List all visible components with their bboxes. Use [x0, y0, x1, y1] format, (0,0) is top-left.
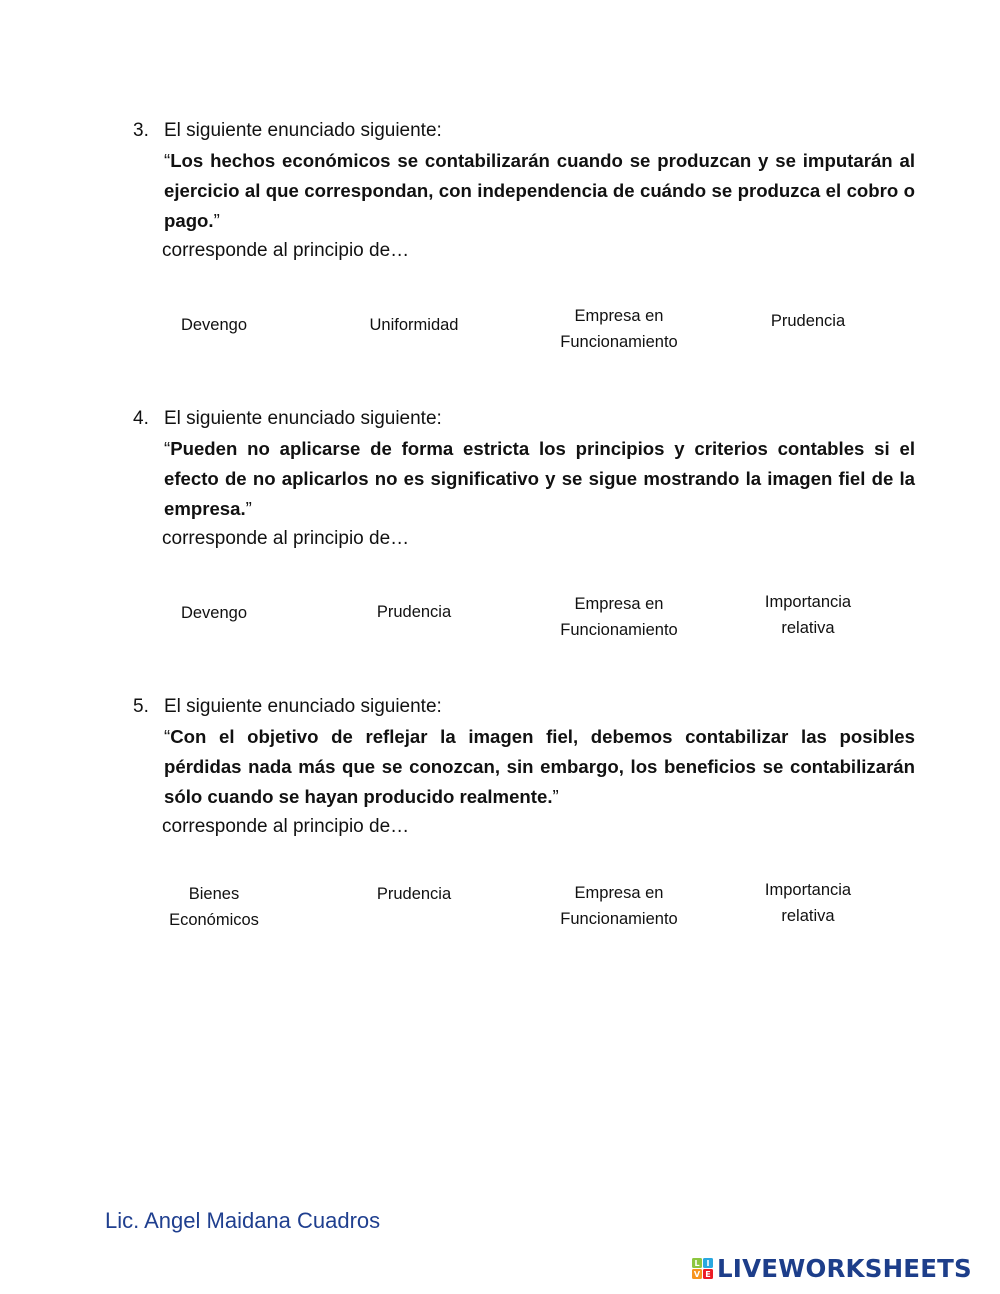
- answer-option-prudencia[interactable]: [304, 881, 524, 907]
- brand-wordmark: LIVEWORKSHEETS: [717, 1254, 972, 1283]
- option-label: Prudencia: [376, 603, 452, 621]
- answer-option-devengo[interactable]: [104, 312, 324, 338]
- answer-option-uniformidad[interactable]: [304, 312, 524, 338]
- question-5: [133, 692, 915, 842]
- option-label: Empresa en: [574, 307, 664, 325]
- answer-option-empresa-en-funcionamiento[interactable]: [509, 303, 729, 355]
- statement-text: Con el objetivo de reflejar la imagen fiel, debemos contabilizar las posibles pérdidas nada más que se conozcan, sin embargo, los beneficios se contabilizarán sólo cuando se hayan producido realmente.: [164, 726, 915, 807]
- answer-option-bienes-economicos[interactable]: [104, 881, 324, 933]
- author-name: Lic. Angel Maidana Cuadros: [105, 1208, 381, 1233]
- question-statement: [164, 722, 915, 812]
- question-number: 3.: [133, 120, 149, 141]
- option-label-line2: Funcionamiento: [560, 621, 678, 639]
- quote-close-mark: ”: [552, 786, 559, 807]
- question-header: [133, 404, 915, 434]
- question-prompt: corresponde al principio de…: [162, 240, 410, 261]
- svg-text:E: E: [705, 1270, 711, 1279]
- quote-open-mark: “: [164, 150, 171, 171]
- quote-open-mark: “: [164, 726, 171, 747]
- question-prompt: corresponde al principio de…: [162, 816, 410, 837]
- option-label-line2: Funcionamiento: [560, 910, 678, 928]
- quote-open-mark: “: [164, 438, 171, 459]
- option-label: Devengo: [180, 316, 248, 334]
- option-label: Importancia: [764, 881, 852, 899]
- question-4: [133, 404, 915, 554]
- answer-option-devengo[interactable]: [104, 600, 324, 626]
- option-label: Empresa en: [574, 595, 664, 613]
- question-intro: El siguiente enunciado siguiente:: [164, 696, 442, 717]
- answer-option-prudencia[interactable]: [304, 599, 524, 625]
- option-label: Empresa en: [574, 884, 664, 902]
- liveworksheets-brand[interactable]: [692, 1252, 972, 1286]
- question-number: 4.: [133, 408, 149, 429]
- question-3: [133, 116, 915, 266]
- answer-option-importancia-relativa[interactable]: [698, 589, 918, 641]
- question-intro: El siguiente enunciado siguiente:: [164, 408, 442, 429]
- question-statement: [164, 146, 915, 236]
- option-label: Devengo: [180, 604, 248, 622]
- question-header: [133, 692, 915, 722]
- answer-option-empresa-en-funcionamiento[interactable]: [509, 880, 729, 932]
- answer-option-importancia-relativa[interactable]: [698, 877, 918, 929]
- liveworksheets-logo-icon: [692, 1257, 714, 1281]
- option-label: Prudencia: [770, 312, 846, 330]
- option-label: Prudencia: [376, 885, 452, 903]
- quote-close-mark: ”: [213, 210, 220, 231]
- svg-text:I: I: [706, 1259, 710, 1268]
- quote-close-mark: ”: [245, 498, 252, 519]
- option-label: Bienes: [188, 885, 240, 903]
- option-label: Uniformidad: [369, 316, 459, 334]
- svg-text:V: V: [693, 1270, 701, 1279]
- question-header: [133, 116, 915, 146]
- option-label-line2: relativa: [781, 907, 835, 925]
- option-label-line2: Funcionamiento: [560, 333, 678, 351]
- svg-text:L: L: [694, 1259, 700, 1268]
- option-label-line2: relativa: [781, 619, 835, 637]
- question-number: 5.: [133, 696, 149, 717]
- question-intro: El siguiente enunciado siguiente:: [164, 120, 442, 141]
- question-statement: [164, 434, 915, 524]
- answer-option-prudencia[interactable]: [698, 308, 918, 334]
- question-prompt: corresponde al principio de…: [162, 528, 410, 549]
- option-label: Importancia: [764, 593, 852, 611]
- statement-text: Pueden no aplicarse de forma estricta los principios y criterios contables si el efecto de no aplicarlos no es significativo y se sigue mostrando la imagen fiel de la empresa.: [164, 438, 915, 519]
- statement-text: Los hechos económicos se contabilizarán cuando se produzcan y se imputarán al ejercicio al que correspondan, con independencia de cuándo se produzca el cobro o pago.: [164, 150, 915, 231]
- answer-option-empresa-en-funcionamiento[interactable]: [509, 591, 729, 643]
- option-label-line2: Económicos: [169, 911, 259, 929]
